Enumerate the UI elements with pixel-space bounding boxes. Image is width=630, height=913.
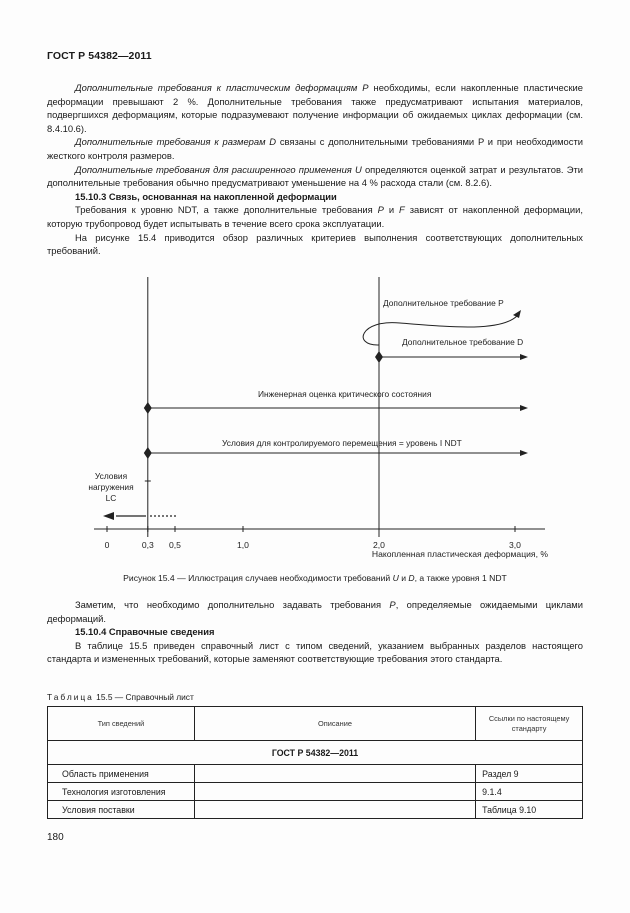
paragraph-figure-ref: На рисунке 15.4 приводится обзор различных критериев выполнения соответствующих дополнительных требований. bbox=[47, 231, 583, 257]
section-heading-15-10-4: 15.10.4 Справочные сведения bbox=[75, 626, 215, 638]
range-start-marker-req-d bbox=[375, 351, 383, 363]
x-tick-label: 0 bbox=[104, 540, 110, 550]
table-cell bbox=[194, 765, 475, 783]
paragraph-note: Заметим, что необходимо дополнительно задавать требования P, определяемые ожидаемыми циклами деформаций. bbox=[47, 599, 583, 624]
range-curve-req-p bbox=[363, 316, 517, 345]
lc-label: нагружения bbox=[88, 482, 134, 492]
table-cell bbox=[194, 783, 475, 801]
document-header: ГОСТ Р 54382—2011 bbox=[47, 50, 152, 62]
range-start-marker-eca bbox=[144, 402, 152, 414]
table-group-cell: ГОСТ Р 54382—2011 bbox=[48, 741, 583, 765]
table-cell: Технология изготовления bbox=[48, 783, 195, 801]
lc-label: Условия bbox=[94, 471, 128, 481]
emphasis: Дополнительные требования к размерам D bbox=[75, 136, 277, 148]
range-arrow-req-d bbox=[520, 354, 528, 360]
table-row bbox=[48, 801, 583, 819]
section-heading-15-10-3: 15.10.3 Связь, основанная на накопленной деформации bbox=[75, 190, 337, 202]
table-caption: Таблица 15.5 — Справочный лист bbox=[47, 692, 194, 702]
paragraph-extended: Дополнительные требования для расширенного применения U определяются оценкой затрат и результатов. Эти дополнительные требования обычно предусматривают уменьшение на 4 % расхода стали (см. 8.2.6). bbox=[47, 163, 583, 189]
x-tick-label: 2,0 bbox=[373, 540, 385, 550]
range-arrow-ndt bbox=[520, 450, 528, 456]
page-number: 180 bbox=[47, 832, 64, 843]
table-cell bbox=[194, 801, 475, 819]
table-cell: Область применения bbox=[48, 765, 195, 783]
table-header-cell: Ссылки по настоящему стандарту bbox=[476, 707, 583, 741]
lc-label: LC bbox=[105, 493, 117, 503]
range-start-marker-ndt bbox=[144, 447, 152, 459]
table-cell: Раздел 9 bbox=[476, 765, 583, 783]
table-cell: Таблица 9.10 bbox=[476, 801, 583, 819]
range-label-ndt: Условия для контролируемого перемещения = уровень I NDT bbox=[222, 438, 462, 448]
x-tick-label: 1,0 bbox=[237, 540, 249, 550]
paragraph-ndt: Требования к уровню NDT, а также дополнительные требования P и F зависят от накопленной деформации, которую трубопровод будет испытывать в течение всего срока эксплуатации. bbox=[47, 204, 583, 229]
x-tick-label: 3,0 bbox=[509, 540, 521, 550]
table-header-cell: Тип сведений bbox=[48, 707, 195, 741]
range-arrow-req-p bbox=[513, 310, 521, 318]
table-row bbox=[48, 783, 583, 801]
emphasis: Дополнительные требования для расширенного применения U bbox=[75, 163, 362, 175]
range-arrow-eca bbox=[520, 405, 528, 411]
x-tick-label: 0,5 bbox=[169, 540, 181, 550]
range-label-eca: Инженерная оценка критического состояния bbox=[258, 389, 432, 399]
text-block-upper bbox=[47, 81, 583, 258]
reference-table bbox=[47, 706, 583, 819]
table-header-row bbox=[48, 707, 583, 741]
table-row bbox=[48, 765, 583, 783]
table-cell: Условия поставки bbox=[48, 801, 195, 819]
text-block-lower bbox=[47, 598, 583, 666]
figure-caption: Рисунок 15.4 — Иллюстрация случаев необходимости требований U и D, а также уровня 1 NDT bbox=[123, 573, 507, 583]
x-tick-label: 0,3 bbox=[141, 540, 154, 550]
x-axis-label: Накопленная пластическая деформация, % bbox=[371, 549, 548, 559]
lc-arrow-head bbox=[103, 512, 114, 520]
range-label-req-d: Дополнительное требование D bbox=[402, 337, 524, 347]
emphasis: Дополнительные требования к пластическим деформациям P bbox=[75, 82, 369, 93]
paragraph-plastic: Дополнительные требования к пластическим деформациям P необходимы, если накопленные пластические деформации превышают 2 %. Дополнительные требования также предусматривают испытания материалов, подвергшихся деформациям, которые подразумевают получение информации об ожидаемых циклах деформации (см. 8.4.10.6). bbox=[47, 82, 583, 134]
range-label-req-p: Дополнительное требование P bbox=[383, 298, 504, 308]
paragraph-table-ref: В таблице 15.5 приведен справочный лист с типом сведений, указанием выбранных разделов настоящего стандарта и измененных требований, которые заменяют соответствующие требования этого стандарта. bbox=[47, 639, 583, 665]
table-header-cell: Описание bbox=[194, 707, 475, 741]
table-cell: 9.1.4 bbox=[476, 783, 583, 801]
paragraph-dimensions: Дополнительные требования к размерам D связаны с дополнительными требованиями P и при необходимости жесткого контроля размеров. bbox=[47, 136, 583, 161]
table-group-row bbox=[48, 741, 583, 765]
